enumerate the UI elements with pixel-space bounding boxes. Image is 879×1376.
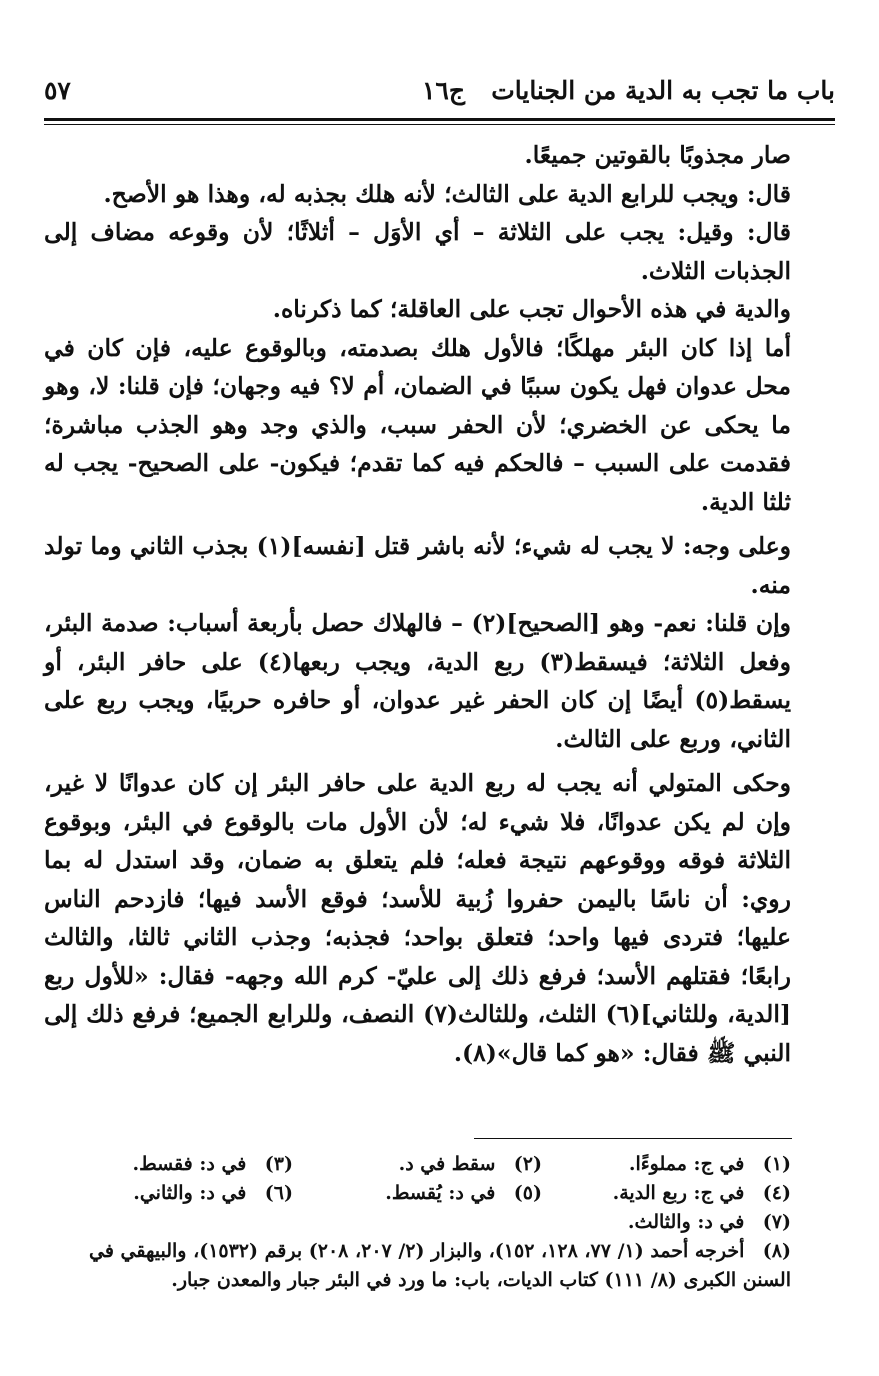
paragraph: وإن قلنا: نعم- وهو [الصحيح](٢) – فالهلاك حصل بأربعة أسباب: صدمة البئر، وفعل الثلاثة؛ فيسقط(٣) ربع الدية، ويجب ربعها(٤) على حافر البئر، أو يسقط(٥) أيضًا إن كان الحفر غير عدوان، أو حافره حربيًا، ويجب ربع على الثاني، وربع على الثالث. <box>44 609 792 753</box>
footnote-number: (٣) <box>264 1153 293 1175</box>
footnote <box>293 1150 542 1179</box>
footnote-number: (٨) <box>762 1240 791 1262</box>
paragraph: وحكى المتولي أنه يجب له ربع الدية على حافر البئر إن كان عدوانًا لا غير، وإن لم يكن عدوانًا، فلا شيء له؛ لأن الأول مات بالوقوع في البئر، وبوقوع الثلاثة فوقه ووقوعهم نتيجة فعله؛ فلم يتعلق به ضمان، وقد استدل له بما روي: أن ناسًا باليمن حفروا زُبية للأسد؛ فوقع الأسد فيها؛ فازدحم الناس عليها؛ فتردى فيها واحد؛ فتعلق بواحد؛ فجذبه؛ وجذب الثاني ثالثا، والثالث رابعًا؛ فقتلهم الأسد؛ فرفع ذلك إلى عليّ- كرم الله وجهه- فقال: «للأول ربع [الدية، وللثاني](٦) الثلث، وللثالث(٧) النصف، وللرابع الجميع؛ فرفع ذلك إلى النبي ﷺ فقال: «هو كما قال»(٨). <box>44 769 791 1067</box>
footnote-row <box>44 1179 791 1208</box>
body-text <box>44 136 791 1072</box>
footnote-row <box>44 1208 791 1237</box>
paragraph: والدية في هذه الأحوال تجب على العاقلة؛ كما ذكرناه. <box>272 295 791 323</box>
footnote-text: أخرجه أحمد (١/ ٧٧، ١٢٨، ١٥٢)، والبزار (٢/ ٢٠٧، ٢٠٨) برقم (١٥٣٢)، والبيهقي في السنن الكبرى (٨/ ١١١) كتاب الديات، باب: ما ورد في البئر جبار والمعدن جبار. <box>89 1240 791 1291</box>
header-rule-thick <box>44 118 835 121</box>
footnote-number: (١) <box>762 1153 791 1175</box>
footnote-number: (٥) <box>513 1182 542 1204</box>
footnote-number: (٤) <box>762 1182 791 1204</box>
page-header <box>44 70 835 110</box>
footnote-text: في د: والثالث. <box>627 1211 745 1233</box>
footnotes <box>44 1150 791 1295</box>
footnote-long <box>44 1237 791 1295</box>
paragraph: قال: وقيل: يجب على الثلاثة – أي الأوَل – أثلاثًا؛ لأن وقوعه مضاف إلى الجذبات الثلاث. <box>44 218 791 285</box>
footnote-text: في ج: مملوءًا. <box>628 1153 745 1175</box>
paragraph: قال: ويجب للرابع الدية على الثالث؛ لأنه هلك بجذبه له، وهذا هو الأصح. <box>103 179 791 208</box>
paragraph: أما إذا كان البئر مهلكًا؛ فالأول هلك بصدمته، وبالوقوع عليه، فإن كان في محل عدوان فهل يكون سببًا في الضمان، أم لا؟ فيه وجهان؛ فإن قلنا: لا، وهو ما يحكى عن الخضري؛ لأن الحفر سبب، والذي وجد وهو الجذب مباشرة؛ فقدمت على السبب – فالحكم فيه كما تقدم؛ فيكون- على الصحيح- يجب له ثلثا الدية. <box>44 333 791 516</box>
footnote <box>542 1150 791 1179</box>
footnote <box>542 1179 791 1208</box>
footnote-text: في د: والثاني. <box>133 1182 247 1204</box>
footnote <box>293 1179 542 1208</box>
paragraph: وعلى وجه: لا يجب له شيء؛ لأنه باشر قتل [نفسه](١) بجذب الثاني وما تولد منه. <box>44 532 791 599</box>
page-number: ٥٧ <box>44 76 71 105</box>
footnote <box>44 1150 293 1179</box>
footnote-text: في د: يُقسط. <box>385 1182 496 1204</box>
footnote-text: سقط في د. <box>398 1153 496 1175</box>
footnote <box>509 1208 791 1237</box>
footnote-number: (٢) <box>513 1153 542 1175</box>
footnote-text: في د: فقسط. <box>132 1153 247 1175</box>
header-rule-thin <box>44 124 835 125</box>
running-title: باب ما تجب به الدية من الجنايات <box>491 76 835 105</box>
footnote-text: في ج: ربع الدية. <box>612 1182 745 1204</box>
volume-label: ج١٦ <box>422 76 465 105</box>
footnote-number: (٧) <box>762 1211 791 1233</box>
footnote-number: (٦) <box>264 1182 293 1204</box>
paragraph: صار مجذوبًا بالقوتين جميعًا. <box>524 141 791 169</box>
footnote <box>44 1179 293 1208</box>
footnote-row <box>44 1150 791 1179</box>
